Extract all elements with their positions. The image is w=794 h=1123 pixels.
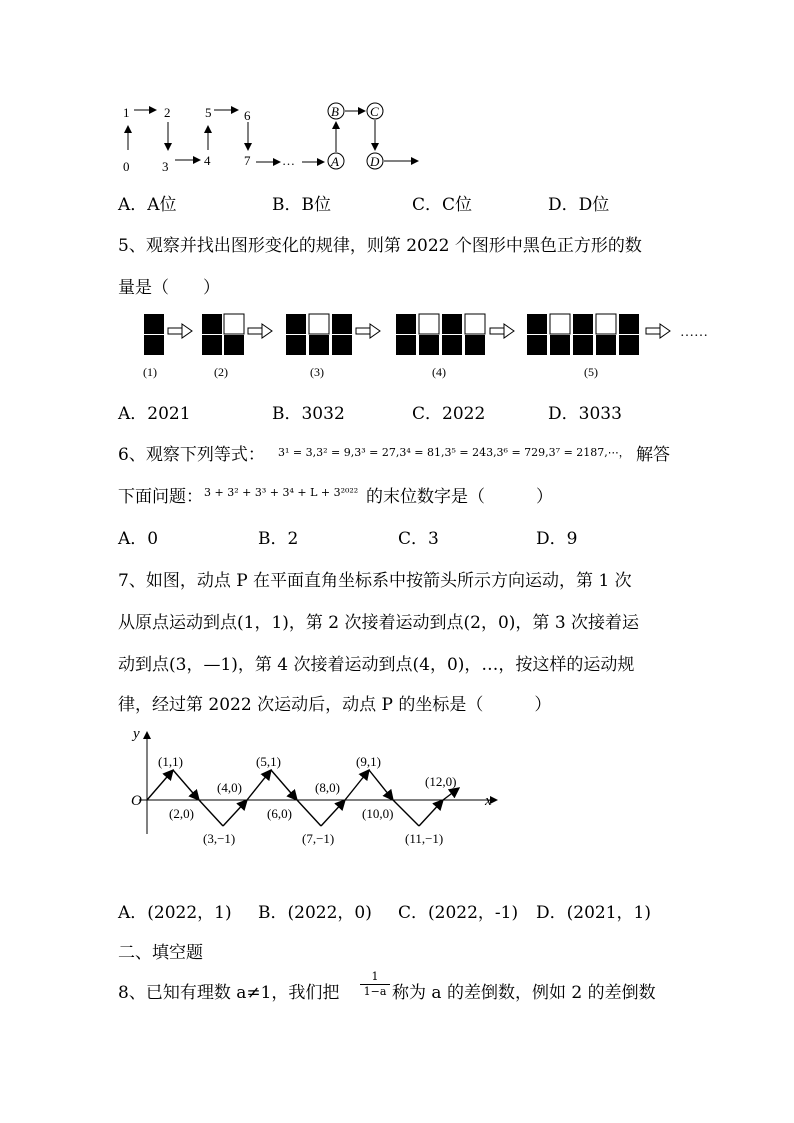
q6-option-d: D．9	[536, 529, 578, 549]
seq-ellipsis: …	[282, 153, 295, 168]
q8-frac-num: 1	[360, 970, 390, 985]
q6-sum: 3 + 3² + 3³ + 3⁴ + L + 3²⁰²²	[204, 486, 359, 499]
seq-label-7: 7	[244, 153, 251, 168]
pt-5-1: (5,1)	[256, 754, 281, 769]
pt-1-1: (1,1)	[158, 754, 183, 769]
q7-text-line1: 7、如图，动点 P 在平面直角坐标系中按箭头所示方向运动，第 1 次	[118, 571, 632, 591]
hollow-arrow-3	[356, 324, 380, 338]
seq-label-2: 2	[164, 105, 171, 120]
pt-10-0: (10,0)	[362, 806, 394, 821]
squares-label-5: (5)	[584, 365, 598, 379]
zigzag-graph	[125, 722, 505, 847]
q6-line2-prefix: 下面问题：	[118, 487, 203, 507]
pt-11-m1: (11,−1)	[405, 831, 444, 846]
q8-frac-den: 1−a	[363, 985, 387, 998]
q7-option-b: B．(2022，0)	[258, 903, 372, 923]
pt-6-0: (6,0)	[267, 806, 292, 821]
seq-label-B: B	[331, 104, 339, 119]
section-heading: 二、填空题	[118, 943, 203, 963]
pt-2-0: (2,0)	[169, 806, 194, 821]
q8-fraction	[360, 970, 390, 999]
q4-option-a: A．A位	[118, 195, 177, 215]
q4-option-d: D．D位	[548, 195, 610, 215]
seq-label-D: D	[370, 154, 380, 169]
q7-option-d: D．(2021，1)	[536, 903, 651, 923]
q4-option-c: C．C位	[412, 195, 473, 215]
q5-text-line1: 5、观察并找出图形变化的规律，则第 2022 个图形中黑色正方形的数	[118, 236, 642, 256]
squares-label-4: (4)	[432, 365, 446, 379]
squares-label-3: (3)	[310, 365, 324, 379]
q5-option-c: C．2022	[412, 404, 486, 424]
q6-suffix: 解答	[636, 445, 670, 465]
squares-label-1: (1)	[143, 365, 157, 379]
pt-7-m1: (7,−1)	[302, 831, 335, 846]
squares-ellipsis: ……	[680, 325, 708, 340]
seq-label-1: 1	[123, 105, 130, 120]
squares-figure	[140, 310, 720, 385]
q6-option-c: C．3	[398, 529, 439, 549]
origin-label: O	[131, 793, 142, 809]
q6-option-b: B．2	[258, 529, 299, 549]
q4-option-b: B．B位	[272, 195, 331, 215]
seq-label-A: A	[331, 154, 339, 169]
pt-9-1: (9,1)	[356, 754, 381, 769]
seq-label-0: 0	[123, 159, 130, 174]
q7-text-line3: 动到点(3，—1)，第 4 次接着运动到点(4，0)，…，按这样的运动规	[118, 655, 635, 675]
pt-3-m1: (3,−1)	[203, 831, 236, 846]
pt-12-0: (12,0)	[425, 774, 457, 789]
q6-line2-suffix: 的末位数字是（ ）	[366, 487, 553, 507]
hollow-arrow-1	[168, 324, 192, 338]
pt-4-0: (4,0)	[217, 780, 242, 795]
q7-option-a: A．(2022，1)	[118, 903, 232, 923]
q8-suffix: 称为 a 的差倒数，例如 2 的差倒数	[392, 983, 656, 1003]
pt-8-0: (8,0)	[315, 780, 340, 795]
q7-option-c: C．(2022，-1)	[398, 903, 519, 923]
q7-text-line4: 律，经过第 2022 次运动后，动点 P 的坐标是（ ）	[118, 695, 552, 715]
hollow-arrow-5	[646, 324, 670, 338]
seq-label-3: 3	[162, 159, 169, 174]
q5-option-a: A．2021	[118, 404, 191, 424]
squares-label-2: (2)	[214, 365, 228, 379]
seq-label-C: C	[370, 104, 379, 119]
q8-prefix: 8、已知有理数 a≠1，我们把	[118, 983, 340, 1003]
axis-y-label: y	[133, 726, 140, 742]
q6-option-a: A．0	[118, 529, 159, 549]
q7-text-line2: 从原点运动到点(1，1)，第 2 次接着运动到点(2，0)，第 3 次接着运	[118, 613, 640, 633]
seq-label-4: 4	[204, 153, 211, 168]
q5-text-line2: 量是（ ）	[118, 278, 220, 298]
q5-option-d: D．3033	[548, 404, 622, 424]
sequence-figure	[110, 98, 430, 178]
q6-formula: 3¹ = 3,3² = 9,3³ = 27,3⁴ = 81,3⁵ = 243,3⁶ = 729,3⁷ = 2187,⋯，	[278, 446, 630, 459]
hollow-arrow-2	[248, 324, 272, 338]
hollow-arrow-4	[490, 324, 514, 338]
axis-x-label: x	[485, 793, 492, 809]
seq-label-6: 6	[244, 108, 251, 123]
q6-prefix: 6、观察下列等式：	[118, 445, 265, 465]
seq-label-5: 5	[205, 105, 212, 120]
q5-option-b: B．3032	[272, 404, 345, 424]
